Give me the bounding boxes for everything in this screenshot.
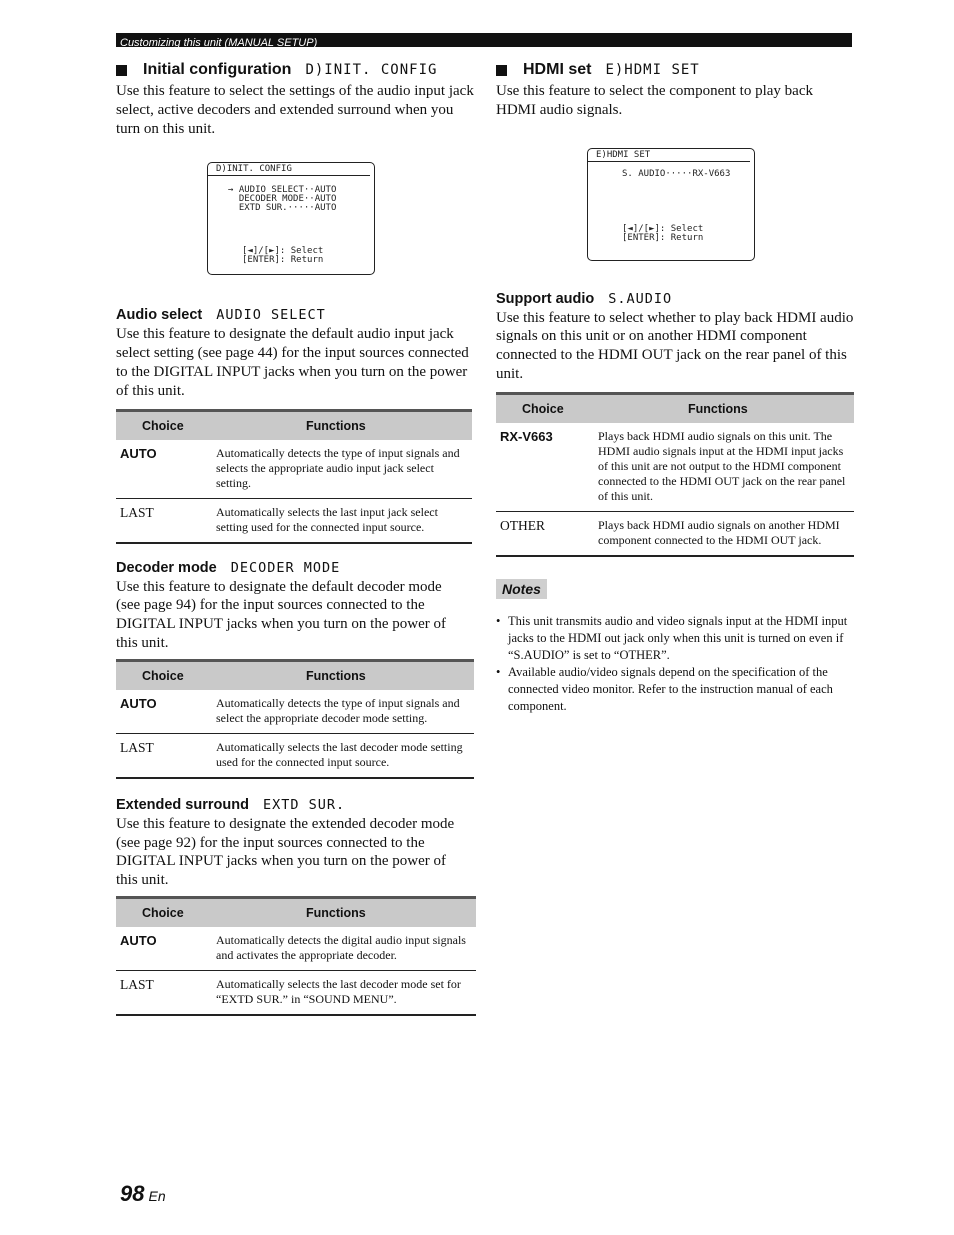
table-header-row xyxy=(496,393,854,423)
support-audio-body: Use this feature to select whether to play back HDMI audio signals on this unit or on another HDMI component connected to the HDMI OUT jack on the rear panel of this unit. xyxy=(496,309,854,382)
page-language: En xyxy=(148,1188,166,1204)
table-header-row xyxy=(116,897,476,927)
list-item xyxy=(496,613,856,664)
initial-config-code: D)INIT. CONFIG xyxy=(305,62,438,78)
functions-column-header: Functions xyxy=(216,410,472,440)
function-cell: Automatically detects the digital audio input signals and activates the appropriate decoder. xyxy=(216,927,476,971)
choice-column-header: Choice xyxy=(116,410,216,440)
decoder-mode-code: DECODER MODE xyxy=(230,559,341,576)
lcd-line-s-audio: S. AUDIO·····RX-V663 xyxy=(622,168,731,179)
functions-column-header: Functions xyxy=(216,897,476,927)
lcd-title: D)INIT. CONFIG xyxy=(208,163,370,176)
lcd-help-return: [ENTER]: Return xyxy=(242,255,324,266)
hdmi-set-code: E)HDMI SET xyxy=(605,62,700,78)
lcd-title: E)HDMI SET xyxy=(588,149,750,162)
lcd-help-select: [◄]/[►]: Select xyxy=(622,223,704,234)
choice-column-header: Choice xyxy=(116,660,216,690)
hdmi-set-heading xyxy=(496,58,856,82)
function-cell: Automatically detects the type of input signals and select the appropriate decoder mode setting. xyxy=(216,690,474,734)
table-header-row xyxy=(116,410,472,440)
audio-select-table xyxy=(116,409,472,544)
support-audio-table xyxy=(496,392,854,557)
support-audio-code: S.AUDIO xyxy=(608,290,673,307)
extended-surround-heading xyxy=(116,795,476,815)
function-cell: Automatically selects the last decoder mode set for “EXTD SUR.” in “SOUND MENU”. xyxy=(216,970,476,1015)
table-row xyxy=(116,498,472,543)
hdmi-set-title: HDMI set xyxy=(523,61,592,78)
table-row xyxy=(116,927,476,971)
notes-list xyxy=(496,613,856,715)
extended-surround-title: Extended surround xyxy=(116,796,249,813)
left-column xyxy=(116,58,476,1016)
functions-column-header: Functions xyxy=(598,393,854,423)
functions-column-header: Functions xyxy=(216,660,474,690)
note-text: This unit transmits audio and video signals input at the HDMI input jacks to the HDMI out jack only when this unit is turned on even if “S.AUDIO” is set to “OTHER”. xyxy=(508,613,848,662)
choice-cell: OTHER xyxy=(496,511,598,556)
table-row xyxy=(116,970,476,1015)
initial-config-title: Initial configuration xyxy=(143,61,292,78)
table-row xyxy=(116,690,474,734)
initial-config-display xyxy=(207,162,375,275)
chapter-header-bar xyxy=(116,33,852,47)
list-item xyxy=(496,664,856,715)
choice-column-header: Choice xyxy=(496,393,598,423)
choice-cell: LAST xyxy=(116,498,216,543)
chapter-header-text: Customizing this unit (MANUAL SETUP) xyxy=(120,37,318,49)
initial-config-heading xyxy=(116,58,476,82)
function-cell: Plays back HDMI audio signals on this unit. The HDMI audio signals input at the HDMI input jacks of this unit are not output to the HDMI component connected to the HDMI OUT jack on the rear panel of this unit. xyxy=(598,423,854,512)
decoder-mode-table xyxy=(116,659,474,779)
bullet-icon: • xyxy=(496,664,501,679)
audio-select-code: AUDIO SELECT xyxy=(216,307,326,324)
page-number-value: 98 xyxy=(120,1181,145,1206)
extended-surround-code: EXTD SUR. xyxy=(262,796,346,813)
lcd-line-decoder-mode: DECODER MODE··AUTO xyxy=(228,194,337,205)
support-audio-heading xyxy=(496,289,856,309)
note-text: Available audio/video signals depend on the specification of the connected video monitor. Refer to the instruction manual of each component. xyxy=(508,664,833,713)
square-bullet-icon xyxy=(496,65,507,76)
extended-surround-table xyxy=(116,896,476,1016)
extended-surround-body: Use this feature to designate the extended decoder mode (see page 92) for the input sources connected to the DIGITAL INPUT jacks when you turn on the power of this unit. xyxy=(116,815,455,889)
right-column xyxy=(496,58,856,715)
choice-cell: RX-V663 xyxy=(496,423,598,512)
lcd-help-select: [◄]/[►]: Select xyxy=(242,246,324,257)
audio-select-heading xyxy=(116,305,476,325)
bullet-icon: • xyxy=(496,613,501,628)
square-bullet-icon xyxy=(116,65,127,76)
audio-select-title: Audio select xyxy=(116,307,203,324)
table-header-row xyxy=(116,660,474,690)
lcd-line-extd-sur: EXTD SUR.·····AUTO xyxy=(228,203,337,214)
table-row xyxy=(496,511,854,556)
table-row xyxy=(116,733,474,778)
table-row xyxy=(116,440,472,499)
decoder-mode-body: Use this feature to designate the default decoder mode (see page 94) for the input sources connected to the DIGITAL INPUT jacks when you turn on the power of this unit. xyxy=(116,578,446,651)
function-cell: Automatically selects the last input jack select setting used for the connected input source. xyxy=(216,498,472,543)
table-row xyxy=(496,423,854,512)
choice-cell: LAST xyxy=(116,970,216,1015)
page-number xyxy=(120,1181,166,1207)
function-cell: Automatically selects the last decoder mode setting used for the connected input source. xyxy=(216,733,474,778)
function-cell: Automatically detects the type of input signals and selects the appropriate audio input jack select setting. xyxy=(216,440,472,499)
choice-cell: AUTO xyxy=(116,927,216,971)
initial-config-body: Use this feature to select the settings of the audio input jack select, active decoders and extended surround when you turn on this unit. xyxy=(116,83,474,137)
notes-section xyxy=(496,579,856,715)
function-cell: Plays back HDMI audio signals on another HDMI component connected to the HDMI OUT jack. xyxy=(598,511,854,556)
choice-cell: AUTO xyxy=(116,440,216,499)
decoder-mode-heading xyxy=(116,558,476,578)
audio-select-body: Use this feature to designate the default audio input jack select setting (see page 44) for the input sources connected to the DIGITAL INPUT jacks when you turn on the power of this unit. xyxy=(116,326,469,399)
choice-cell: AUTO xyxy=(116,690,216,734)
hdmi-set-display xyxy=(587,148,755,261)
choice-cell: LAST xyxy=(116,733,216,778)
decoder-mode-title: Decoder mode xyxy=(116,559,217,576)
lcd-line-audio-select: → AUDIO SELECT··AUTO xyxy=(228,185,337,196)
support-audio-title: Support audio xyxy=(496,290,595,307)
notes-label: Notes xyxy=(496,579,547,599)
hdmi-set-body: Use this feature to select the component to play back HDMI audio signals. xyxy=(496,83,813,118)
choice-column-header: Choice xyxy=(116,897,216,927)
lcd-help-return: [ENTER]: Return xyxy=(622,232,704,243)
